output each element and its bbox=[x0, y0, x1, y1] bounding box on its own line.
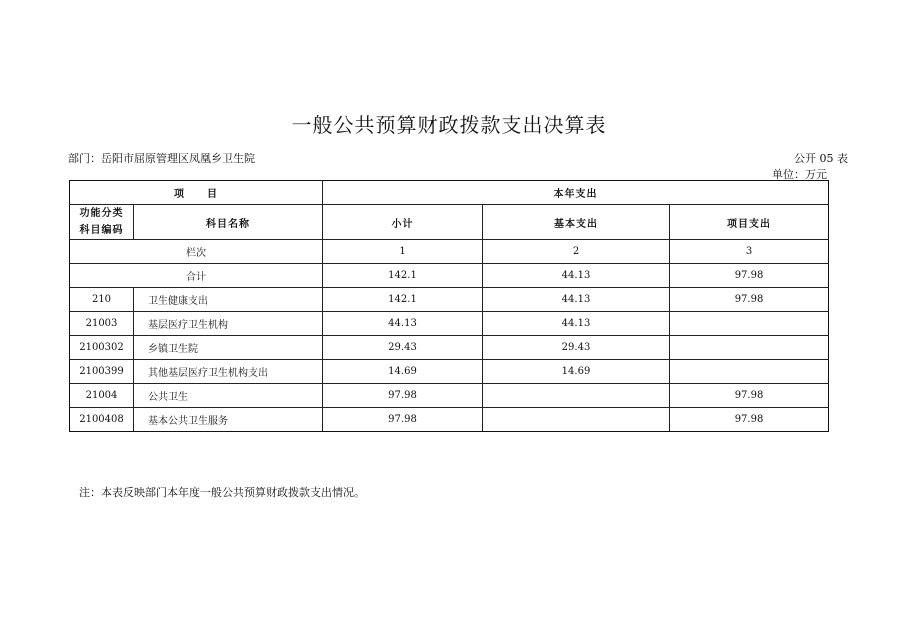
header-basic: 基本支出 bbox=[483, 205, 670, 240]
row-name: 乡镇卫生院 bbox=[134, 336, 323, 360]
row-code: 2100399 bbox=[70, 360, 134, 384]
total-row bbox=[70, 264, 829, 288]
row-code: 21003 bbox=[70, 312, 134, 336]
table-row bbox=[70, 384, 829, 408]
row-project bbox=[670, 312, 829, 336]
header-row-2 bbox=[70, 205, 829, 240]
row-basic: 44.13 bbox=[483, 312, 670, 336]
header-project: 项目支出 bbox=[670, 205, 829, 240]
header-item: 项 目 bbox=[70, 181, 323, 205]
row-project: 97.98 bbox=[670, 288, 829, 312]
row-project bbox=[670, 360, 829, 384]
row-basic bbox=[483, 408, 670, 432]
row-project: 97.98 bbox=[670, 384, 829, 408]
row-basic: 29.43 bbox=[483, 336, 670, 360]
row-subtotal: 44.13 bbox=[323, 312, 483, 336]
row-subtotal: 29.43 bbox=[323, 336, 483, 360]
row-subtotal: 142.1 bbox=[323, 288, 483, 312]
table-row bbox=[70, 312, 829, 336]
row-subtotal: 14.69 bbox=[323, 360, 483, 384]
row-subtotal: 97.98 bbox=[323, 384, 483, 408]
row-project bbox=[670, 336, 829, 360]
table-row bbox=[70, 360, 829, 384]
row-name: 基本公共卫生服务 bbox=[134, 408, 323, 432]
row-code: 210 bbox=[70, 288, 134, 312]
expenditure-table bbox=[69, 180, 829, 432]
header-code-line1: 功能分类 bbox=[79, 208, 124, 219]
row-basic bbox=[483, 384, 670, 408]
row-code: 21004 bbox=[70, 384, 134, 408]
header-code-line2: 科目编码 bbox=[79, 225, 124, 236]
unit-label: 单位：万元 bbox=[772, 168, 827, 181]
total-subtotal: 142.1 bbox=[323, 264, 483, 288]
page-title: 一般公共预算财政拨款支出决算表 bbox=[291, 113, 607, 137]
header-row-1 bbox=[70, 181, 829, 205]
footnote: 注：本表反映部门本年度一般公共预算财政拨款支出情况。 bbox=[79, 486, 365, 499]
total-project: 97.98 bbox=[670, 264, 829, 288]
row-name: 其他基层医疗卫生机构支出 bbox=[134, 360, 323, 384]
row-code: 2100302 bbox=[70, 336, 134, 360]
row-name: 基层医疗卫生机构 bbox=[134, 312, 323, 336]
row-basic: 44.13 bbox=[483, 288, 670, 312]
table-row bbox=[70, 336, 829, 360]
header-subject-name: 科目名称 bbox=[134, 205, 323, 240]
header-subtotal: 小计 bbox=[323, 205, 483, 240]
column-number-3: 3 bbox=[670, 240, 829, 264]
row-code: 2100408 bbox=[70, 408, 134, 432]
header-code bbox=[70, 205, 134, 240]
column-number-label: 栏次 bbox=[70, 240, 323, 264]
row-subtotal: 97.98 bbox=[323, 408, 483, 432]
column-number-row bbox=[70, 240, 829, 264]
row-name: 公共卫生 bbox=[134, 384, 323, 408]
row-name: 卫生健康支出 bbox=[134, 288, 323, 312]
header-current-year: 本年支出 bbox=[323, 181, 829, 205]
form-number: 公开 05 表 bbox=[794, 152, 848, 165]
table-row bbox=[70, 408, 829, 432]
total-basic: 44.13 bbox=[483, 264, 670, 288]
row-basic: 14.69 bbox=[483, 360, 670, 384]
department-label: 部门：岳阳市屈原管理区凤凰乡卫生院 bbox=[68, 152, 255, 165]
total-label: 合计 bbox=[70, 264, 323, 288]
table-row bbox=[70, 288, 829, 312]
row-project: 97.98 bbox=[670, 408, 829, 432]
column-number-1: 1 bbox=[323, 240, 483, 264]
column-number-2: 2 bbox=[483, 240, 670, 264]
